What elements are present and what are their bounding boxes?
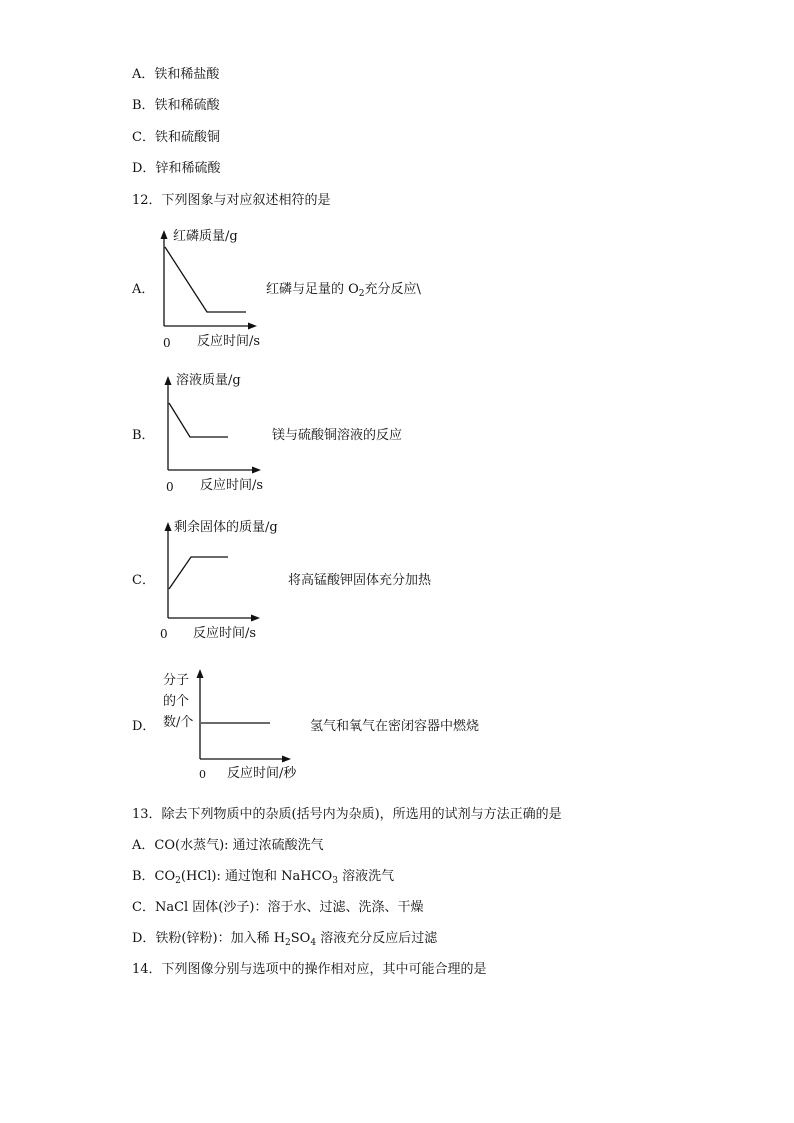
graph-b-origin: 0 [166,480,174,494]
desc-part: 红磷与足量的 O [266,282,359,297]
graph-a-letter: A． [132,282,155,297]
graph-c-letter: C． [132,573,155,588]
graph-a-ylabel: 红磷质量/g [173,229,238,244]
option-letter: C． [132,130,155,145]
graph-a-xlabel: 反应时间/s [197,334,261,349]
q13-option-b [132,869,394,885]
graph-d-ylabel-line-1: 分子 [163,673,190,688]
graph-c-ylabel: 剩余固体的质量/g [174,520,278,535]
graph-c-origin: 0 [160,627,168,641]
option-subscript: 2 [175,876,181,886]
option-subscript: 3 [332,876,338,886]
option-text: 铁和硫酸铜 [154,130,220,145]
q13-option-d [132,931,437,947]
q12-stem: 12．下列图象与对应叙述相符的是 [132,193,331,208]
graph-d-ylabel-line-2: 的个 [163,694,190,709]
option-part: 溶液充分反应后过滤 [316,931,438,946]
graph-b-ylabel: 溶液质量/g [176,373,241,388]
graph-d-origin: 0 [199,768,206,781]
graph-d-x-arrow [282,756,291,763]
desc-subscript: 2 [358,289,365,299]
graph-c-description: 将高锰酸钾固体充分加热 [288,573,432,588]
graph-d-letter: D． [132,719,156,734]
graph-d-ylabel-line-3: 数/个 [163,715,194,730]
option-part: (HCl): 通过饱和 NaHCO [180,869,333,884]
graph-d-xlabel: 反应时间/秒 [227,766,297,781]
option-letter: B． [132,98,155,113]
graph-a-origin: 0 [163,336,171,350]
graph-b-description: 镁与硫酸铜溶液的反应 [272,428,403,443]
q13-option-a: A．CO(水蒸气): 通过浓硫酸洗气 [132,838,324,853]
option-letter: D． [132,161,156,176]
option-text: 铁和稀盐酸 [154,67,220,82]
graph-d-y-arrow [197,669,204,678]
option-part: B．CO [132,869,176,884]
graph-d-description: 氢气和氧气在密闭容器中燃烧 [310,719,480,734]
q13-stem: 13．除去下列物质中的杂质(括号内为杂质)，所选用的试剂与方法正确的是 [132,807,562,822]
option-text: 铁和稀硫酸 [154,98,220,113]
graph-b-letter: B． [132,428,155,443]
option-subscript: 2 [285,938,291,948]
desc-part: 充分反应\ [364,282,421,297]
option-part: 溶液洗气 [337,869,395,884]
option-part: D．铁粉(锌粉)：加入稀 H [132,931,286,946]
option-part: SO [290,931,311,946]
option-text: 锌和稀硫酸 [155,161,221,176]
option-subscript: 4 [310,938,317,948]
q13-option-c: C．NaCl 固体(沙子)：溶于水、过滤、洗涤、干燥 [132,900,424,915]
graph-c-xlabel: 反应时间/s [193,626,257,641]
q14-stem: 14．下列图像分别与选项中的操作相对应，其中可能合理的是 [132,962,487,977]
graph-b-xlabel: 反应时间/s [200,478,264,493]
option-letter: A． [132,67,155,82]
